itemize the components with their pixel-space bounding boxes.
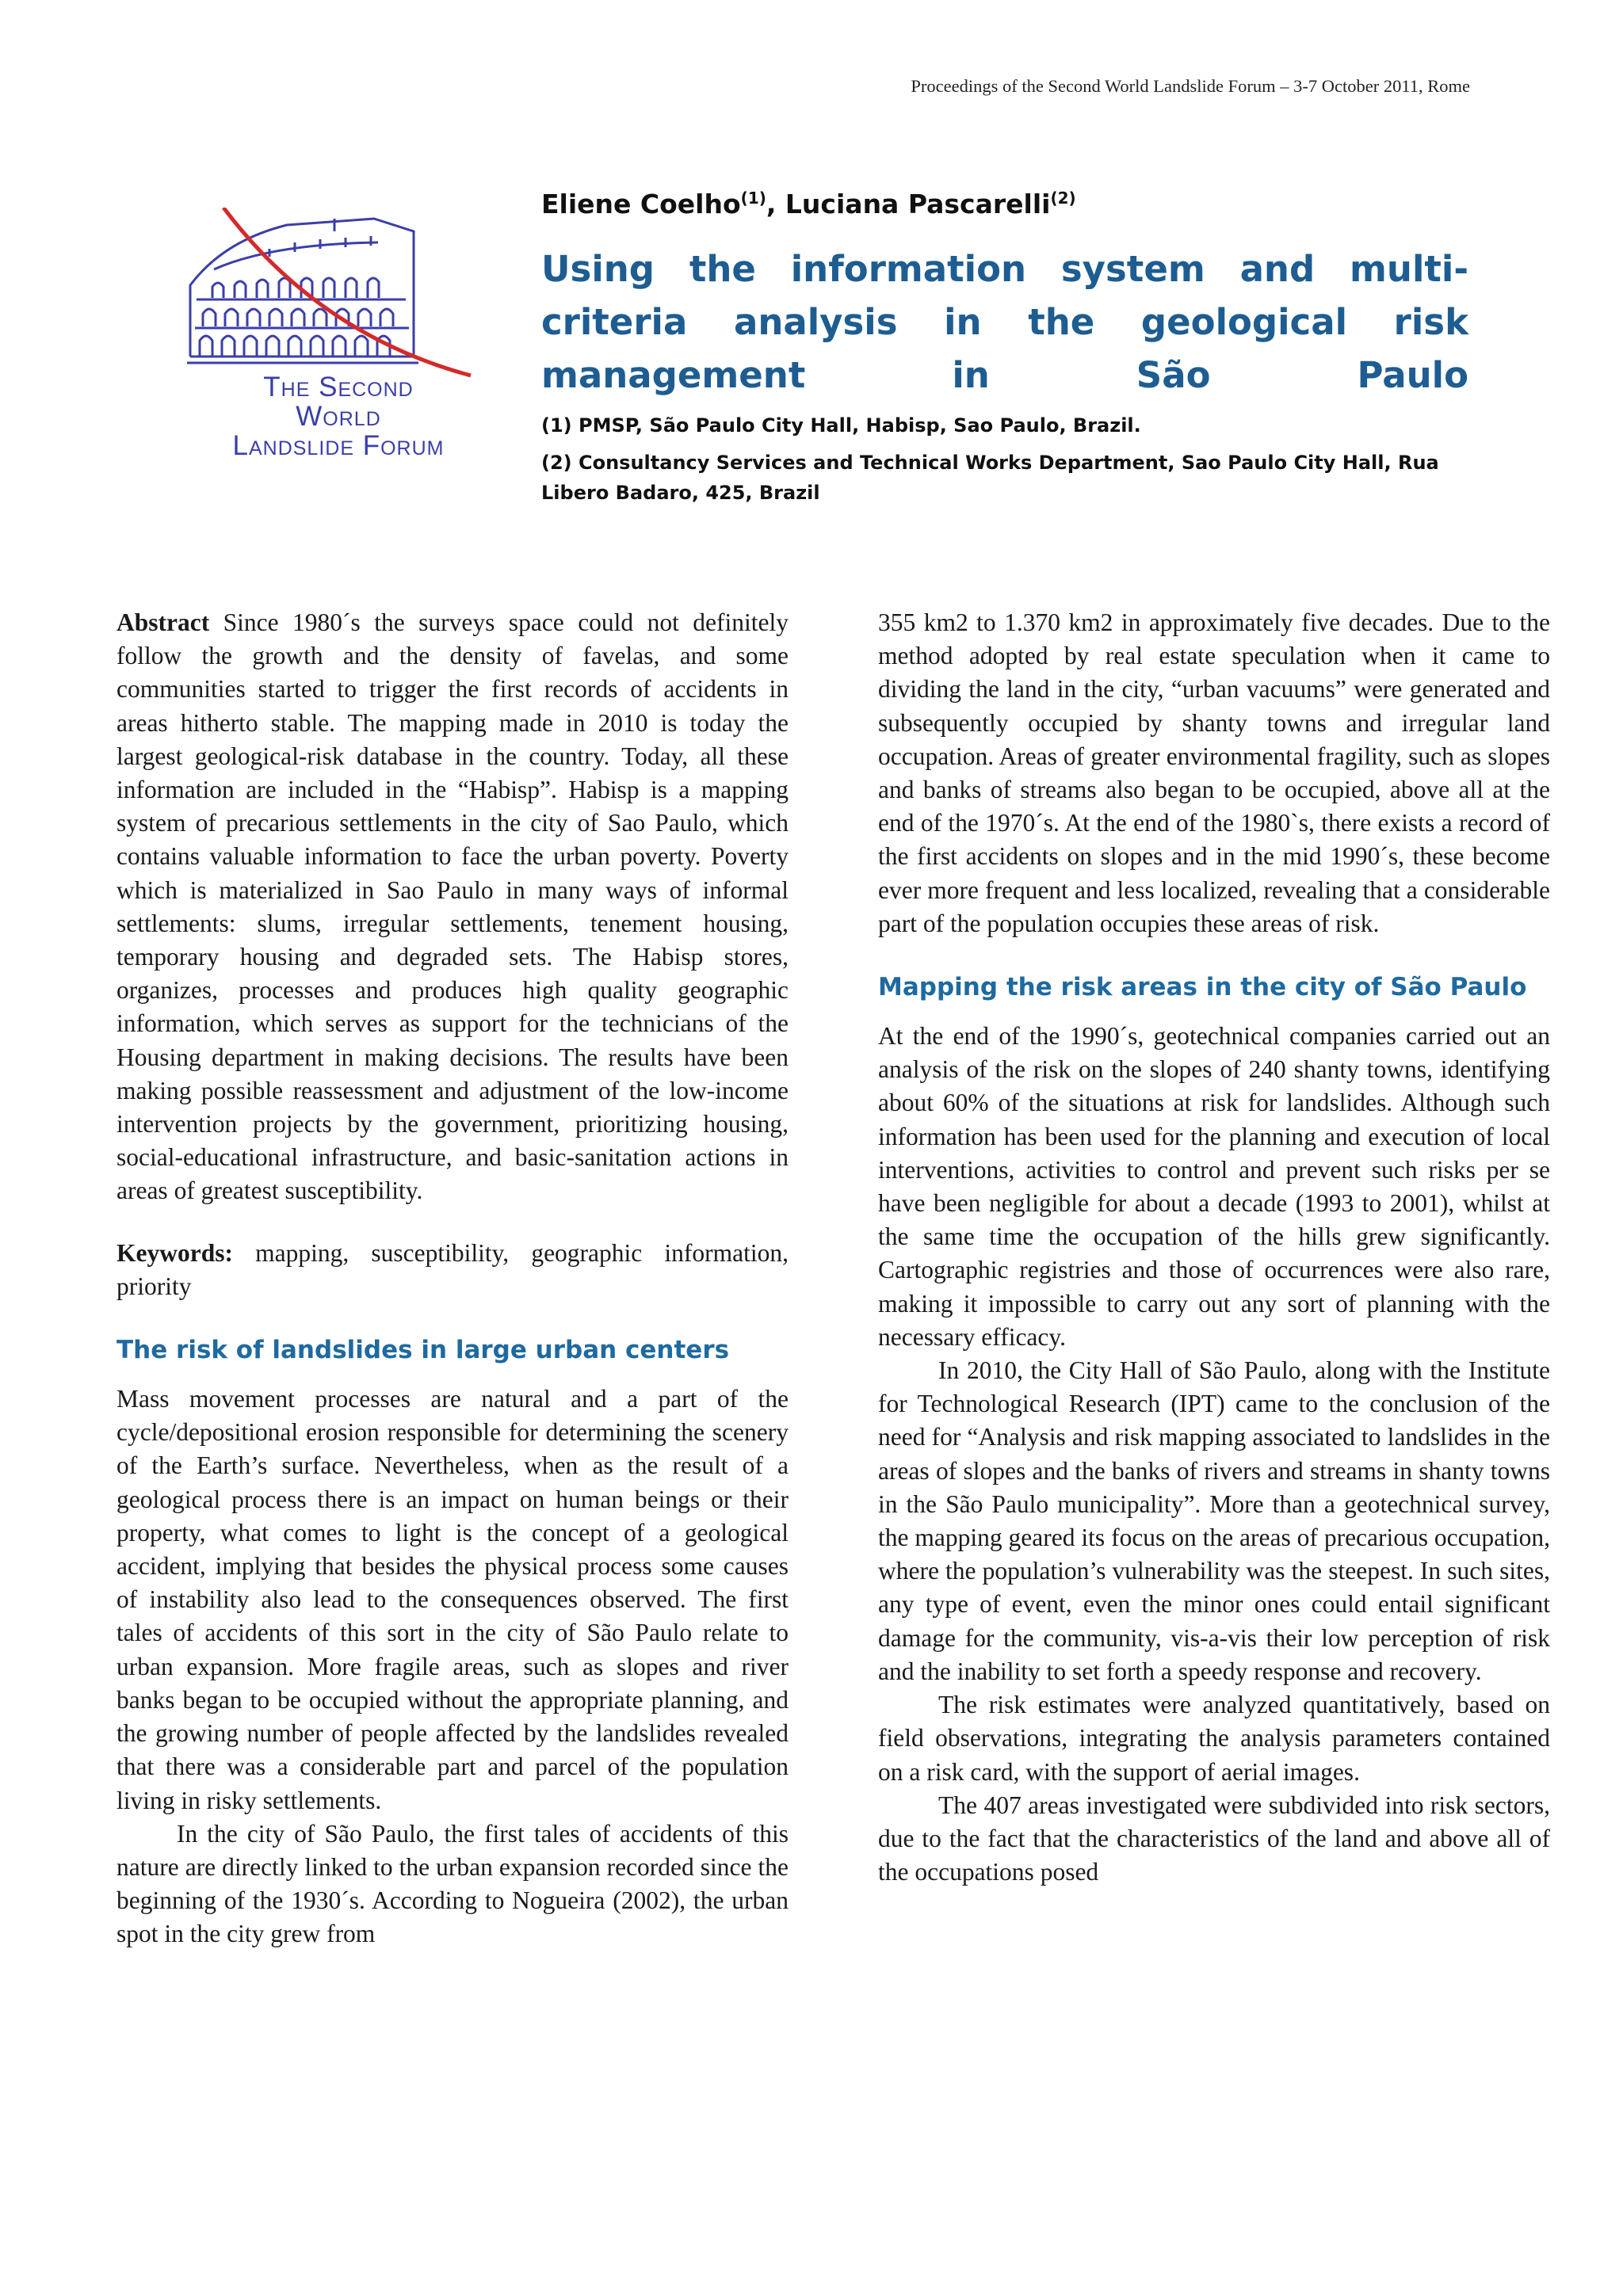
author-separator: ,: [766, 189, 785, 219]
colosseum-logo-icon: [176, 208, 493, 378]
section-2-paragraph-2: In 2010, the City Hall of São Paulo, along with the Institute for Technological Research (IPT) came to the conclusion of the need for “Analysis and risk mapping associated to landslides in the areas of slopes and the banks of rivers and streams in shanty towns in the São Paulo municipality”. More than a geotechnical survey, the mapping geared its focus on the areas of precarious occupation, where the population’s vulnerability was the steepest. In such sites, any type of event, even the minor ones could entail significant damage for the community, vis-a-vis their low perception of risk and the inability to set forth a speedy response and recovery.: [878, 1356, 1550, 1685]
section-2-heading: Mapping the risk areas in the city of São Paulo: [878, 973, 1527, 1002]
running-head: Proceedings of the Second World Landslide Forum – 3-7 October 2011, Rome: [911, 76, 1470, 96]
section-2-paragraph-4: The 407 areas investigated were subdivided into risk sectors, due to the fact that the characteristics of the land and above all of the occupations posed: [878, 1791, 1550, 1886]
abstract-text: Since 1980´s the surveys space could not definitely follow the growth and the density of favelas, and some communities started to trigger the first records of accidents in areas hitherto stable. The mapping made in 2010 is today the largest geological-risk database in the country. Today, all these information are included in the “Habisp”. Habisp is a mapping system of precarious settlements in the city of Sao Paulo, which contains valuable information to face the urban poverty. Poverty which is materialized in Sao Paulo in many ways of informal settlements: slums, irregular settlements, tenement housing, temporary housing and degraded sets. The Habisp stores, organizes, processes and produces high quality geographic information, which serves as support for the technicians of the Housing department in making decisions. The results have been making possible reassessment and adjustment of the low-income intervention projects by the government, prioritizing housing, social-educational infrastructure, and basic-sanitation actions in areas of greatest susceptibility.: [116, 608, 789, 1205]
logo-line-1: The Second: [263, 372, 414, 402]
section-1-paragraph-2: In the city of São Paulo, the first tales of accidents of this nature are directly linked to the urban expansion recorded since the beginning of the 1930´s. According to Nogueira (2002), the urban spot in the city grew from: [116, 1819, 789, 1948]
authors: [541, 189, 1476, 219]
abstract: [116, 606, 789, 1208]
paper-title: Using the information system and multi-criteria analysis in the geological risk management in São Paulo: [541, 248, 1468, 396]
section-1-paragraph-2-continued: 355 km2 to 1.370 km2 in approximately five decades. Due to the method adopted by real estate speculation when it came to dividing the land in the city, “urban vacuums” were generated and subsequently occupied by shanty towns and irregular land occupation. Areas of greater environmental fragility, such as slopes and banks of streams also began to be occupied, above all at the end of the 1970´s. At the end of the 1980`s, there exists a record of the first accidents on slopes and in the mid 1990´s, these become ever more frequent and less localized, revealing that a considerable part of the population occupies these areas of risk.: [878, 608, 1550, 937]
keywords-text: mapping, susceptibility, geographic information, priority: [116, 1238, 789, 1300]
author-2: Luciana Pascarelli: [785, 189, 1051, 219]
logo-line-3: Landslide Forum: [232, 430, 445, 461]
author-1-affiliation: (1): [740, 189, 766, 208]
affiliation-1: (1) PMSP, São Paulo City Hall, Habisp, Sao Paulo, Brazil.: [541, 414, 1141, 437]
left-column: [116, 606, 789, 1951]
section-1-heading: The risk of landslides in large urban centers: [116, 1336, 730, 1365]
affiliation-2: (2) Consultancy Services and Technical Works Department, Sao Paulo City Hall, Rua Libero Badaro, 425, Brazil: [541, 452, 1439, 504]
right-column: [878, 606, 1550, 1889]
section-2-paragraph-3: The risk estimates were analyzed quantitatively, based on field observations, integrating the analysis parameters contained on a risk card, with the support of aerial images.: [878, 1691, 1550, 1786]
abstract-label: Abstract: [116, 608, 210, 636]
logo-line-2: World: [296, 401, 381, 432]
forum-logo: [176, 208, 493, 469]
keywords: [116, 1237, 789, 1303]
section-1-paragraph-1: Mass movement processes are natural and a part of the cycle/depositional erosion responsible for determining the scenery of the Earth’s surface. Nevertheless, when as the result of a geological process there is an impact on human beings or their property, what comes to light is the concept of a geological accident, implying that besides the physical process some causes of instability also lead to the consequences observed. The first tales of accidents of this sort in the city of São Paulo relate to urban expansion. More fragile areas, such as slopes and river banks began to be occupied without the appropriate planning, and the growing number of people affected by the landslides revealed that there was a considerable part and parcel of the population living in risky settlements.: [116, 1385, 789, 1814]
section-2-paragraph-1: At the end of the 1990´s, geotechnical companies carried out an analysis of the risk on the slopes of 240 shanty towns, identifying about 60% of the situations at risk for landslides. Although such information has been used for the planning and execution of local interventions, activities to control and prevent such risks per se have been negligible for about a decade (1993 to 2001), whilst at the same time the occupation of the hills grew significantly. Cartographic registries and those of occurrences were also rare, making it impossible to carry out any sort of planning with the necessary efficacy.: [878, 1022, 1550, 1351]
author-1: Eliene Coelho: [541, 189, 741, 219]
keywords-label: Keywords:: [116, 1238, 233, 1267]
author-2-affiliation: (2): [1050, 189, 1076, 208]
logo-wordmark: [184, 372, 493, 460]
